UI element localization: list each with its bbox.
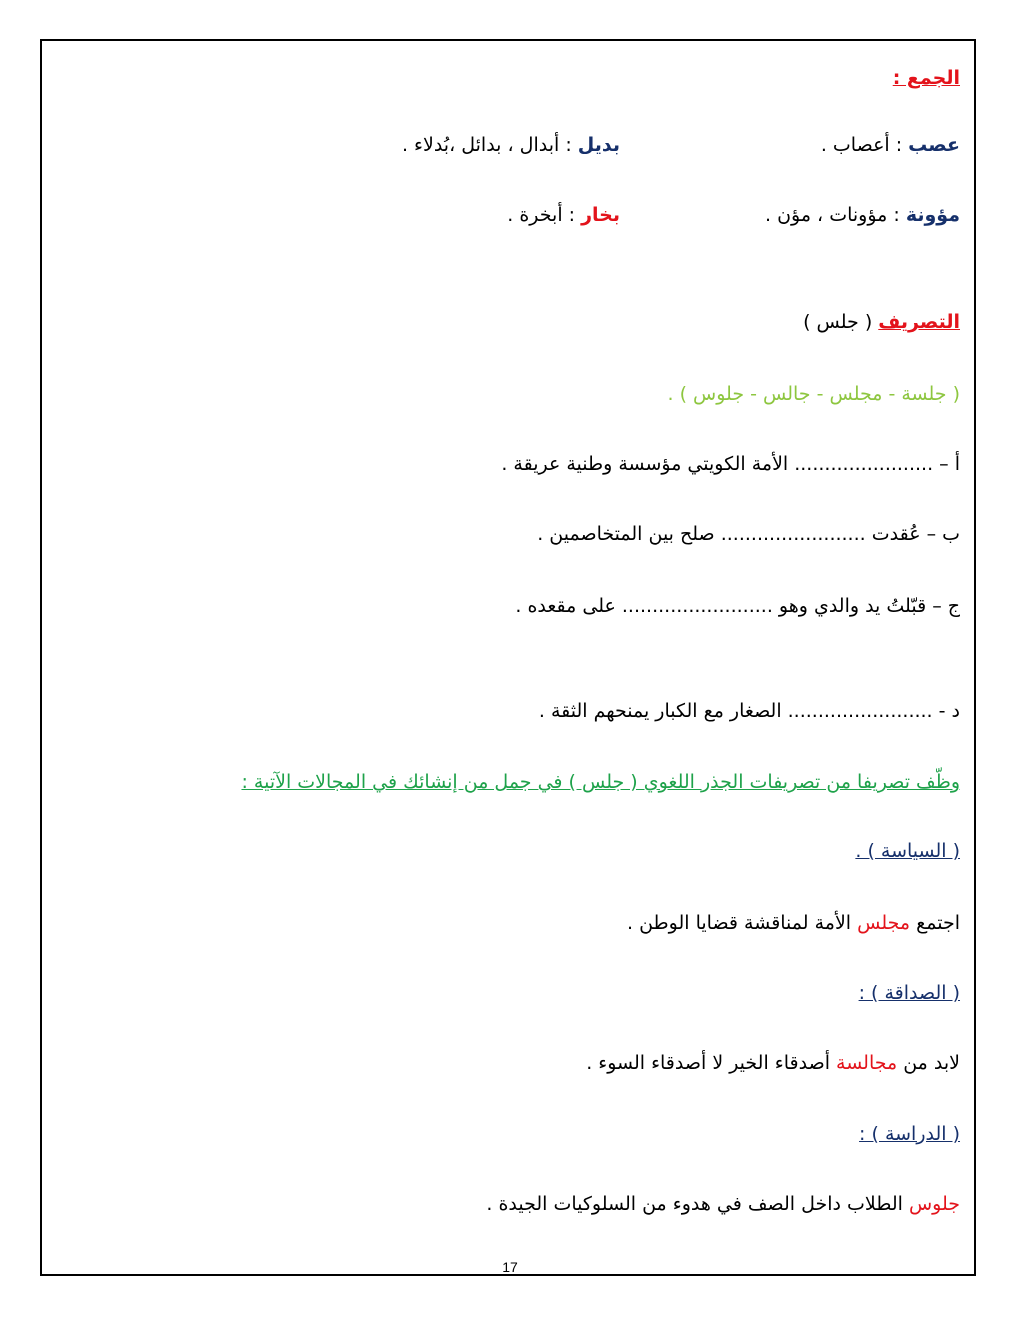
plural-heading: الجمع :	[892, 67, 960, 89]
plural-row1-b	[402, 132, 620, 158]
usage-instruction: وظّف تصريفا من تصريفات الجذر اللغوي ( جلس ) في جمل من إنشائك في المجالات الآتية :	[241, 771, 960, 793]
derived-word: مجالسة	[836, 1052, 898, 1074]
exercise-b: ب – عُقدت ........................ صلح بين المتخاصمين .	[537, 523, 960, 545]
derived-word: جلوس	[908, 1193, 960, 1215]
plural-forms: : أعصاب .	[820, 134, 909, 156]
field-sentence-politics	[627, 910, 960, 936]
sentence-end: الأمة لمناقشة قضايا الوطن .	[627, 912, 858, 934]
page-number: 17	[502, 1259, 518, 1275]
plural-word: مؤونة	[905, 204, 960, 226]
conjugation-root: ( جلس )	[803, 311, 879, 333]
derived-word: مجلس	[857, 912, 911, 934]
field-sentence-study	[486, 1191, 960, 1217]
field-label-politics: ( السياسة ) .	[855, 840, 960, 862]
conjugation-options: ( جلسة - مجلس - جالس - جلوس ) .	[667, 383, 960, 405]
plural-forms: : أبخرة .	[507, 204, 582, 226]
field-label-study: ( الدراسة ) :	[859, 1123, 960, 1145]
sentence-start: لابد من	[897, 1052, 960, 1074]
plural-word: عصب	[908, 134, 960, 156]
field-sentence-friendship	[586, 1050, 960, 1076]
sentence-end: أصدقاء الخير لا أصدقاء السوء .	[586, 1052, 837, 1074]
field-label-friendship: ( الصداقة ) :	[858, 982, 960, 1004]
plural-word: بخار	[581, 204, 620, 226]
conjugation-heading: التصريف	[878, 311, 960, 333]
exercise-d: د - ........................ الصغار مع الكبار يمنحهم الثقة .	[538, 700, 960, 722]
sentence-end: الطلاب داخل الصف في هدوء من السلوكيات الجيدة .	[486, 1193, 909, 1215]
conjugation-heading-line	[803, 309, 960, 335]
sentence-start: اجتمع	[910, 912, 960, 934]
plural-row1-a	[821, 132, 960, 158]
exercise-c: ج – قبّلتُ يد والدي وهو ......................... على مقعده .	[515, 595, 960, 617]
plural-word: بديل	[577, 134, 620, 156]
plural-forms: : أبدال ، بدائل ،بُدلاء .	[401, 134, 578, 156]
plural-forms: : مؤونات ، مؤن .	[764, 204, 906, 226]
exercise-a: أ – ....................... الأمة الكويتي مؤسسة وطنية عريقة .	[501, 453, 960, 475]
plural-row2-b	[507, 202, 620, 228]
plural-row2-a	[765, 202, 960, 228]
